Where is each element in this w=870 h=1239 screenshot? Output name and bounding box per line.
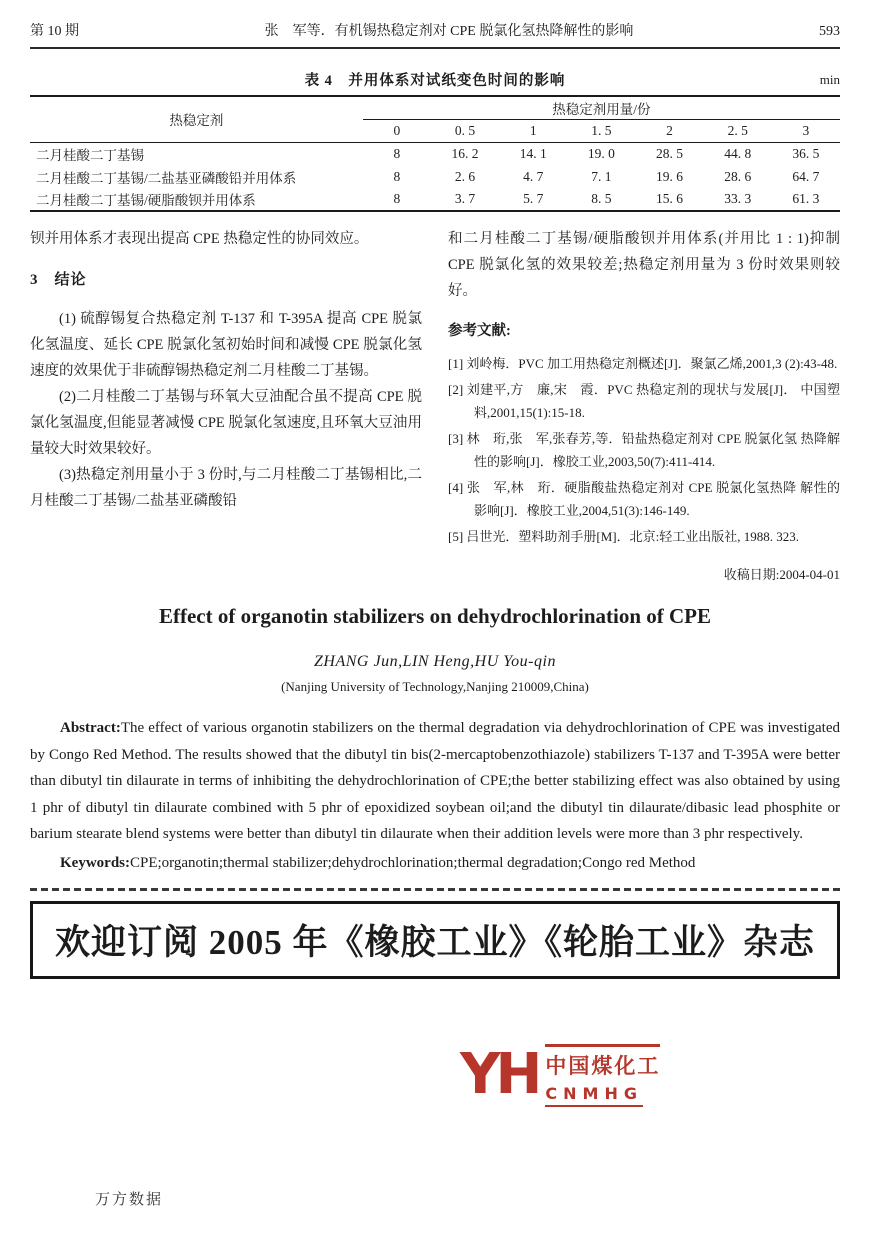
- table-4-body: [30, 142, 840, 211]
- table-cell: 5. 7: [523, 191, 544, 206]
- wanfang-watermark: 万方数据: [95, 1192, 164, 1208]
- table-cell: 8: [393, 168, 401, 184]
- dosage-level-header: 1. 5: [567, 119, 635, 142]
- table-caption: 表 4 并用体系对试纸变色时间的影响: [304, 73, 566, 89]
- left-column: [30, 226, 422, 588]
- table-cell: 8: [393, 145, 401, 161]
- table-cell: 8: [393, 191, 401, 206]
- references-heading: 参考文献:: [448, 323, 511, 339]
- paragraph-continuation: 钡并用体系才表现出提高 CPE 热稳定性的协同效应。: [30, 231, 369, 247]
- english-authors: ZHANG Jun,LIN Heng,HU You-qin: [314, 653, 556, 670]
- abstract-text: The effect of various organotin stabilizers on the thermal degradation via dehydrochlorination of CPE was investigated by Congo Red Method. The results showed that the dibutyl tin bis(2-mercaptobenzothiazole) stabilizers T-137 and T-395A were better than dibutyl tin dilaurate in terms of inhibiting the dehydrochlorination of CPE;the better stabilizing effect was also obtained by using 1 phr of dibutyl tin dilaurate combined with 5 phr of epoxidized soybean oil;and the dibutyl tin dilaurate/dibasic lead phosphite or barium stearate blend systems were better than dibutyl tin dilaurate when their addition levels were more than 3 phr respectively.: [30, 720, 840, 842]
- cnmhg-chinese-name: 中国煤化工: [545, 1053, 661, 1078]
- running-title: 张 军等．有机锡热稳定剂对 CPE 脱氯化氢热降解性的影响: [264, 24, 634, 39]
- reference-item: [2] 刘建平,方 廉,宋 霞．PVC 热稳定剂的现状与发展[J]． 中国塑料,2001,15(1):15-18.: [448, 382, 840, 420]
- table-row: [30, 165, 840, 188]
- dosage-level-header: 1: [499, 119, 567, 142]
- table-cell: 64. 7: [792, 168, 820, 184]
- table-col-dosage-group: 热稳定剂用量/份: [363, 96, 840, 119]
- reference-item: [1] 刘岭梅．PVC 加工用热稳定剂概述[J]．聚氯乙烯,2001,3 (2):43-48.: [448, 356, 838, 371]
- table-cell: 28. 6: [724, 168, 752, 184]
- reference-item: [4] 张 军,林 珩．硬脂酸盐热稳定剂对 CPE 脱氯化氢热降 解性的影响[J]．橡胶工业,2004,51(3):146-149.: [448, 480, 840, 518]
- subscription-ad-text: 欢迎订阅 2005 年《橡胶工业》《轮胎工业》杂志: [54, 923, 815, 962]
- table-4-head: [30, 96, 840, 142]
- decorative-rule: [30, 888, 840, 891]
- issue-number: 第 10 期: [30, 24, 79, 39]
- stabilizer-name: 二月桂酸二丁基锡/二盐基亚磷酸铅并用体系: [36, 170, 297, 186]
- table-cell: 4. 7: [523, 168, 544, 184]
- reference-item: [3] 林 珩,张 军,张春芳,等．铅盐热稳定剂对 CPE 脱氯化氢 热降解性的影响[J]．橡胶工业,2003,50(7):411-414.: [448, 431, 840, 469]
- received-date: 收稿日期:2004-04-01: [723, 567, 840, 582]
- table-cell: 3. 7: [454, 191, 476, 206]
- keywords-text: CPE;organotin;thermal stabilizer;dehydrochlorination;thermal degradation;Congo red Method: [130, 854, 696, 871]
- right-column: [448, 226, 840, 588]
- header-rule: [30, 47, 840, 49]
- table-cell: 16. 2: [451, 145, 479, 161]
- table-unit: min: [819, 72, 840, 87]
- table-cell: 36. 5: [792, 145, 820, 161]
- table-cell: 14. 1: [519, 145, 547, 161]
- table-cell: 61. 3: [792, 191, 820, 206]
- cnmhg-monogram-icon: YH: [460, 1042, 538, 1108]
- cnmhg-logo-text: [545, 1044, 660, 1107]
- table-cell: 28. 5: [656, 145, 684, 161]
- table-cell: 8. 5: [591, 191, 612, 206]
- dosage-level-header: 2: [635, 119, 703, 142]
- stabilizer-name: 二月桂酸二丁基锡/硬脂酸钡并用体系: [36, 193, 256, 208]
- dosage-level-header: 2. 5: [704, 119, 772, 142]
- section-heading-conclusion: 3 结论: [30, 272, 87, 288]
- conclusion-paragraph-1: (1) 硫醇锡复合热稳定剂 T-137 和 T-395A 提高 CPE 脱氯化氢温度、延长 CPE 脱氯化氢初始时间和减慢 CPE 脱氯化氢速度的效果优于非硫醇锡热稳定剂二月桂酸二丁基锡。: [30, 311, 422, 379]
- reference-item: [5] 吕世光．塑料助剂手册[M]．北京:轻工业出版社, 1988. 323.: [448, 529, 799, 544]
- keywords-label: Keywords:: [60, 854, 130, 871]
- table-cell: 19. 0: [587, 145, 615, 161]
- keywords-paragraph: [30, 850, 840, 877]
- table-cell: 19. 6: [656, 168, 684, 184]
- table-row: [30, 142, 840, 165]
- conclusion-paragraph-3: (3)热稳定剂用量小于 3 份时,与二月桂酸二丁基锡相比,二月桂酸二丁基锡/二盐基亚磷酸铅: [30, 467, 422, 509]
- table-cell: 44. 8: [724, 145, 752, 161]
- page-number: 593: [819, 24, 840, 39]
- dosage-level-header: 0. 5: [431, 119, 499, 142]
- running-header: [30, 0, 840, 40]
- cnmhg-english-name: CNMHG: [545, 1084, 643, 1107]
- cnmhg-logo: [452, 1020, 661, 1130]
- table-row: [30, 188, 840, 211]
- table-col-stabilizer: 热稳定剂: [30, 96, 363, 142]
- table-4: [30, 95, 840, 212]
- dosage-level-header: 3: [772, 119, 840, 142]
- english-title: Effect of organotin stabilizers on dehydrochlorination of CPE: [158, 604, 711, 628]
- table-caption-row: [30, 69, 840, 89]
- body-columns: [30, 226, 840, 588]
- reference-list: [448, 352, 840, 548]
- dosage-level-header: 0: [363, 119, 431, 142]
- table-cell: 7. 1: [591, 168, 612, 184]
- abstract-paragraph: [30, 715, 840, 848]
- paragraph-continuation: 和二月桂酸二丁基锡/硬脂酸钡并用体系(并用比 1 : 1)抑制 CPE 脱氯化氢的效果较差;热稳定剂用量为 3 份时效果则较好。: [448, 231, 840, 299]
- abstract-label: Abstract:: [60, 720, 121, 736]
- subscription-ad-box: [30, 901, 840, 979]
- conclusion-paragraph-2: (2)二月桂酸二丁基锡与环氧大豆油配合虽不提高 CPE 脱氯化氢温度,但能显著减慢 CPE 脱氯化氢速度,且环氧大豆油用量较大时效果较好。: [30, 389, 422, 457]
- stabilizer-name: 二月桂酸二丁基锡: [36, 147, 144, 163]
- table-cell: 33. 3: [724, 191, 752, 206]
- table-cell: 2. 6: [454, 168, 476, 184]
- english-affiliation: (Nanjing University of Technology,Nanjing 210009,China): [281, 679, 589, 694]
- table-cell: 15. 6: [656, 191, 684, 206]
